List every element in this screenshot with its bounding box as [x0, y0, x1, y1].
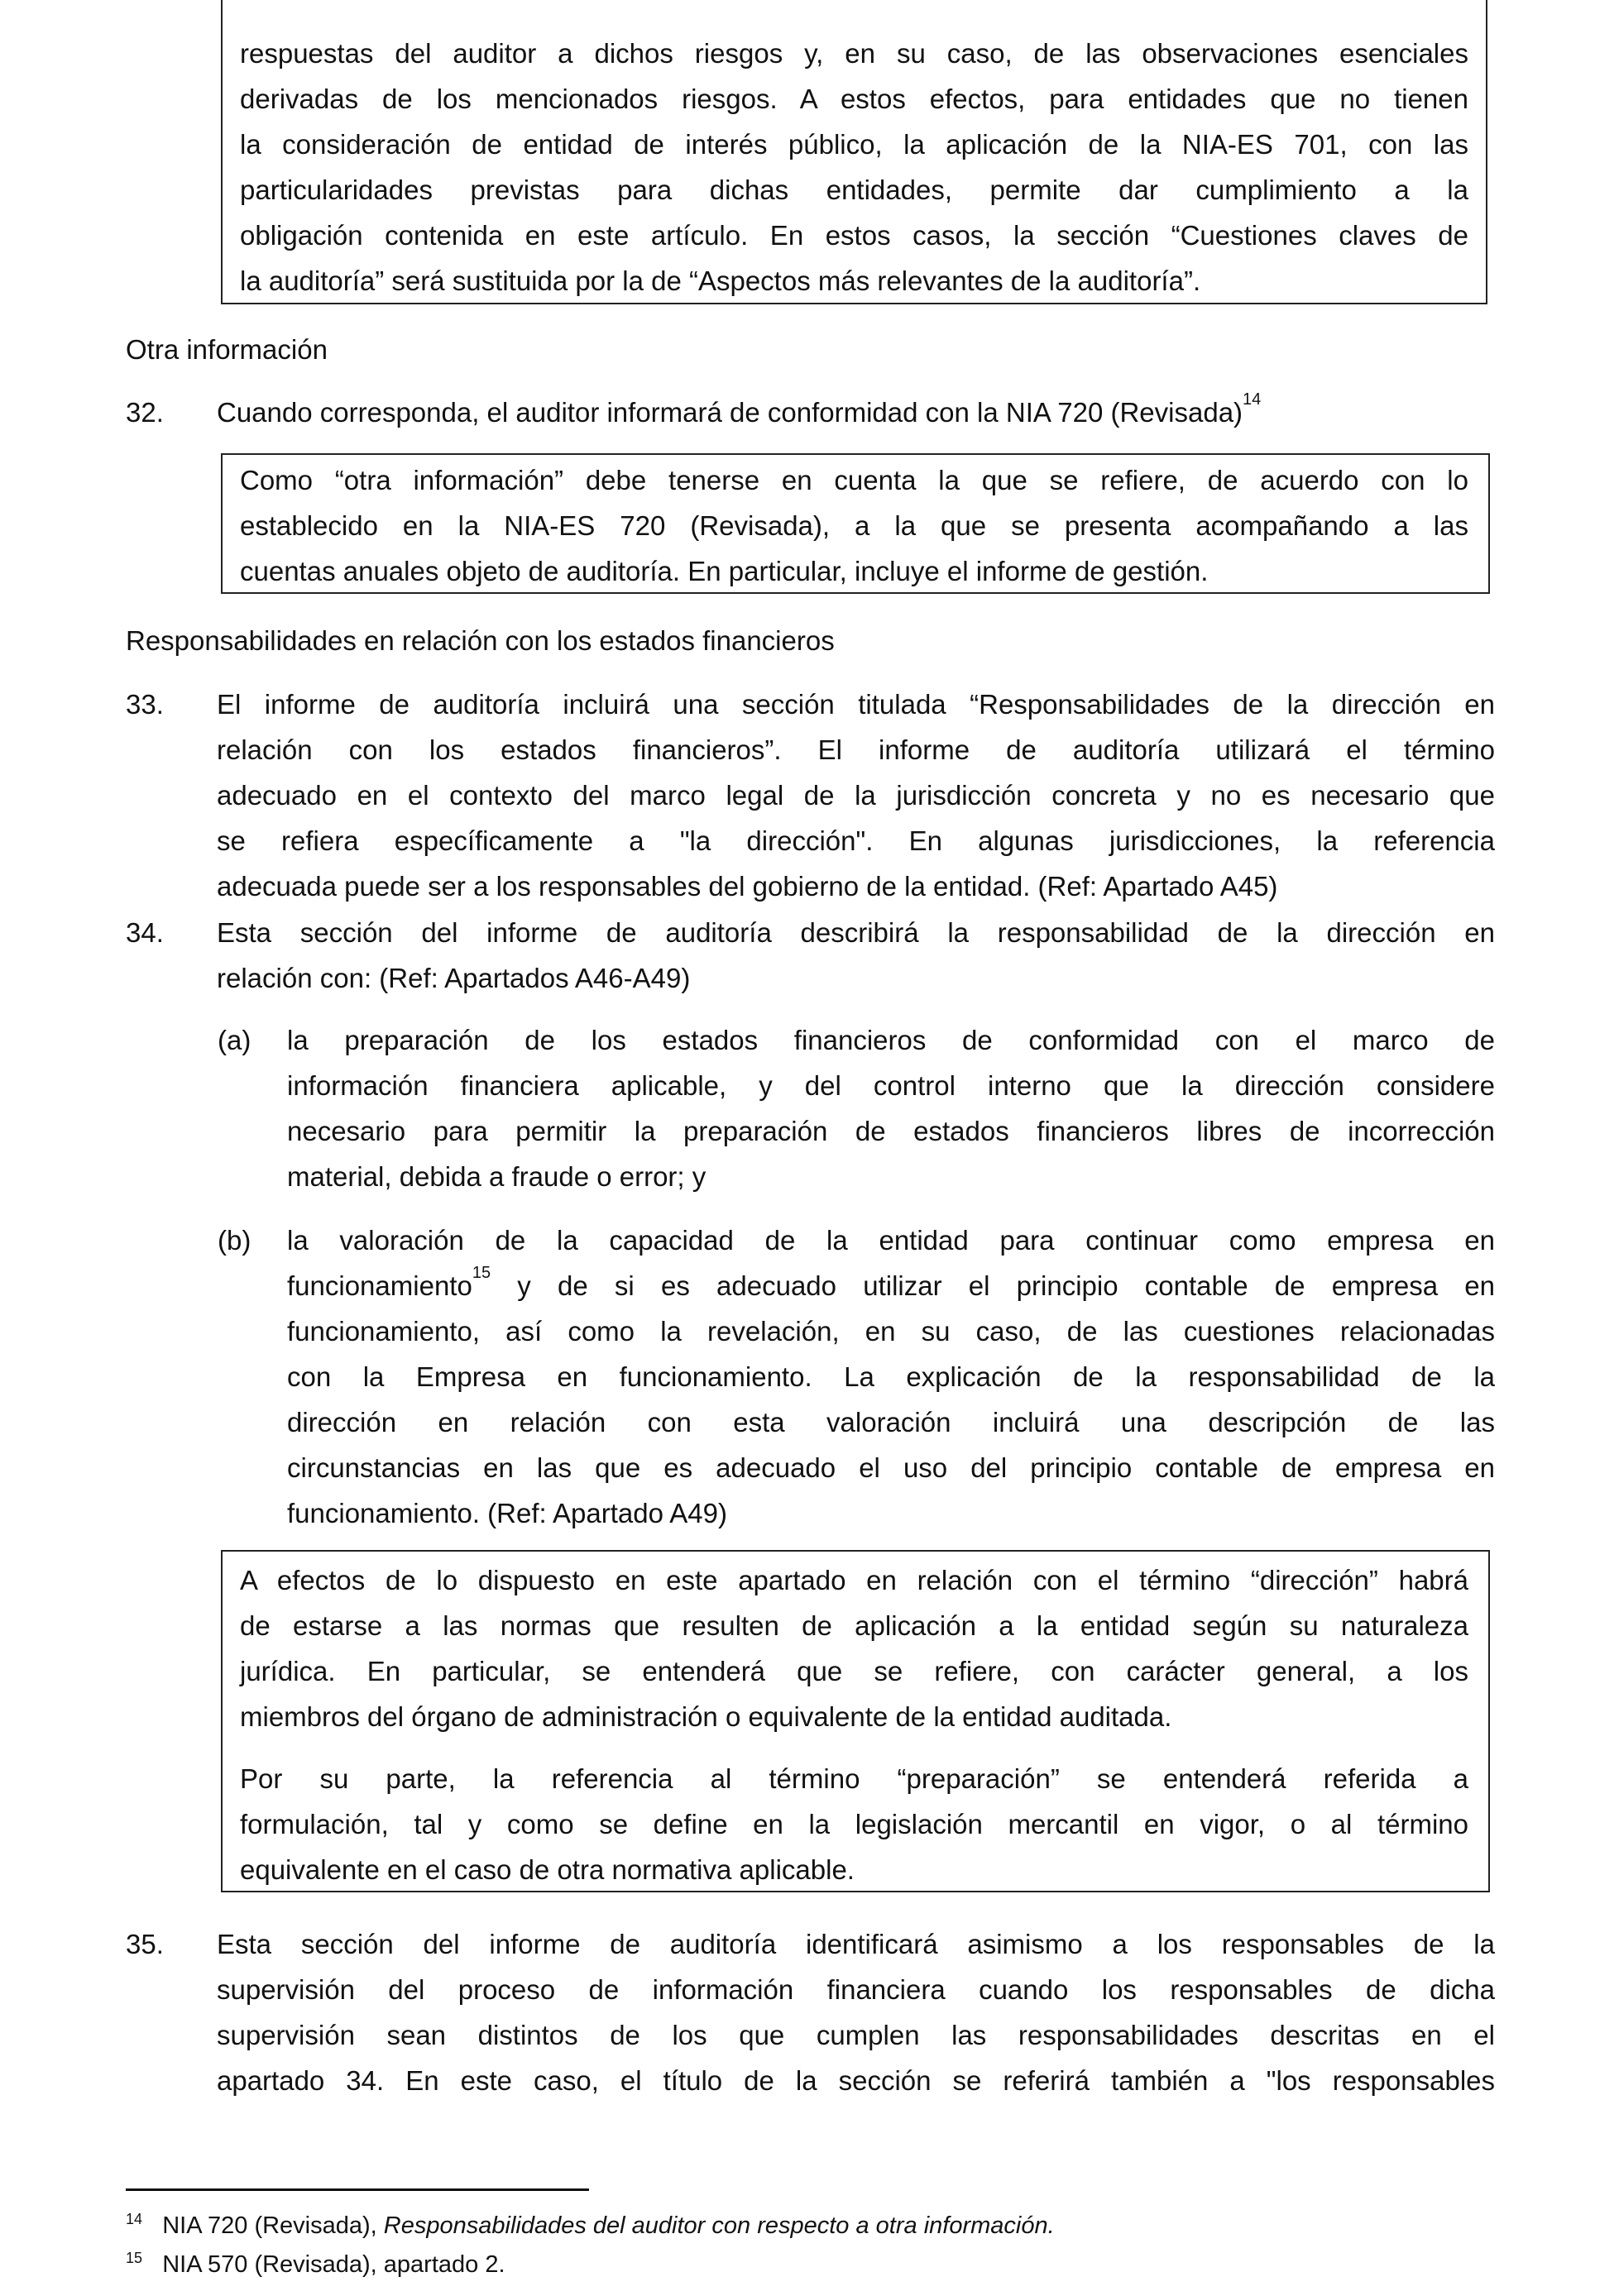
text-line: necesario para permitir la preparación de estados financieros libres de incorrección	[287, 1116, 1495, 1146]
text-line: establecido en la NIA-ES 720 (Revisada), a la que se presenta acompañando a las	[240, 510, 1468, 541]
text-line: Esta sección del informe de auditoría identificará asimismo a los responsables de la	[217, 1929, 1495, 1959]
text-line: adecuado en el contexto del marco legal de la jurisdicción concreta y no es necesario que	[217, 780, 1495, 811]
footnote-title: Responsabilidades del auditor con respecto a otra información.	[383, 2212, 1055, 2239]
section-heading-otra-informacion: Otra información	[126, 334, 328, 365]
footnote-number: 14	[126, 2211, 143, 2227]
text-fragment: y de si es adecuado utilizar el principio contable de empresa en	[491, 1270, 1495, 1301]
footnote-number: 15	[126, 2250, 143, 2266]
footnote-15	[126, 2248, 505, 2281]
text-line: Como “otra información” debe tenerse en cuenta la que se refiere, de acuerdo con lo	[240, 465, 1468, 495]
text-line: la valoración de la capacidad de la entidad para continuar como empresa en	[287, 1225, 1495, 1256]
text-line: material, debida a fraude o error; y	[287, 1161, 707, 1192]
text-line: información financiera aplicable, y del control interno que la dirección considere	[287, 1070, 1495, 1101]
boxed-note-para-1	[240, 1557, 1468, 1739]
paragraph-number: 34.	[126, 917, 164, 948]
text-line: Por su parte, la referencia al término “preparación” se entenderá referida a	[240, 1763, 1468, 1794]
item-label-b: (b)	[218, 1225, 251, 1256]
list-item-a	[287, 1017, 1495, 1199]
footnote-text: NIA 570 (Revisada), apartado 2.	[162, 2251, 505, 2278]
text-line: equivalente en el caso de otra normativa aplicable.	[240, 1854, 855, 1885]
text-line: cuentas anuales objeto de auditoría. En particular, incluye el informe de gestión.	[240, 556, 1209, 586]
paragraph-33	[217, 682, 1495, 909]
text-line: particularidades previstas para dichas entidades, permite dar cumplimiento a la	[240, 175, 1468, 205]
text-line	[287, 1263, 1495, 1308]
text-line: respuestas del auditor a dichos riesgos y, en su caso, de las observaciones esenciales	[240, 38, 1468, 69]
list-item-b	[287, 1217, 1495, 1536]
paragraph-number: 32.	[126, 397, 164, 428]
text-line: relación con los estados financieros”. El informe de auditoría utilizará el término	[217, 734, 1495, 765]
item-label-a: (a)	[218, 1025, 251, 1055]
text-line: Esta sección del informe de auditoría describirá la responsabilidad de la dirección en	[217, 917, 1495, 948]
list-item-b-rest	[287, 1308, 1495, 1536]
text-fragment: funcionamiento	[287, 1270, 472, 1301]
boxed-note-para-2	[240, 1756, 1468, 1892]
boxed-note-text	[240, 31, 1468, 304]
text-line: la preparación de los estados financieros de conformidad con el marco de	[287, 1025, 1495, 1055]
footnote-separator	[126, 2188, 589, 2191]
text-line: de estarse a las normas que resulten de aplicación a la entidad según su naturaleza	[240, 1610, 1468, 1641]
text-line: A efectos de lo dispuesto en este apartado en relación con el término “dirección” habrá	[240, 1565, 1468, 1595]
text-line: se refiera específicamente a "la dirección". En algunas jurisdicciones, la referencia	[217, 825, 1495, 856]
text-line: la auditoría” será sustituida por la de “Aspectos más relevantes de la auditoría”.	[240, 265, 1201, 296]
text-line: supervisión del proceso de información financiera cuando los responsables de dicha	[217, 1974, 1495, 2005]
paragraph-34	[217, 910, 1495, 1001]
text-line: apartado 34. En este caso, el título de la sección se referirá también a "los responsables	[217, 2065, 1495, 2096]
footnote-ref-15[interactable]: 15	[472, 1264, 491, 1282]
text-line: derivadas de los mencionados riesgos. A estos efectos, para entidades que no tienen	[240, 84, 1468, 114]
boxed-note-text	[240, 457, 1468, 594]
text-line: miembros del órgano de administración o equivalente de la entidad auditada.	[240, 1701, 1172, 1732]
footnote-ref-14[interactable]: 14	[1243, 390, 1262, 409]
footnote-text: NIA 720 (Revisada),	[162, 2212, 384, 2239]
text-line: funcionamiento, así como la revelación, en su caso, de las cuestiones relacionadas	[287, 1316, 1495, 1347]
paragraph-text: Cuando corresponda, el auditor informará de conformidad con la NIA 720 (Revisada)	[217, 397, 1243, 428]
text-line: obligación contenida en este artículo. En estos casos, la sección “Cuestiones claves de	[240, 220, 1468, 251]
paragraph-number: 35.	[126, 1929, 164, 1959]
text-line: funcionamiento. (Ref: Apartado A49)	[287, 1498, 727, 1528]
text-line: adecuada puede ser a los responsables del gobierno de la entidad. (Ref: Apartado A45)	[217, 871, 1278, 902]
paragraph-number: 33.	[126, 689, 164, 720]
paragraph-35	[217, 1921, 1495, 2103]
text-line: supervisión sean distintos de los que cumplen las responsabilidades descritas en el	[217, 2020, 1495, 2050]
section-heading-responsabilidades: Responsabilidades en relación con los estados financieros	[126, 625, 835, 656]
text-line: dirección en relación con esta valoración incluirá una descripción de las	[287, 1407, 1495, 1437]
footnote-14	[126, 2209, 1055, 2242]
text-line: relación con: (Ref: Apartados A46-A49)	[217, 963, 691, 993]
text-line: El informe de auditoría incluirá una sección titulada “Responsabilidades de la dirección en	[217, 689, 1495, 720]
text-line: la consideración de entidad de interés público, la aplicación de la NIA-ES 701, con las	[240, 129, 1468, 160]
text-line: con la Empresa en funcionamiento. La explicación de la responsabilidad de la	[287, 1361, 1495, 1392]
text-line: circunstancias en las que es adecuado el uso del principio contable de empresa en	[287, 1452, 1495, 1483]
text-line: jurídica. En particular, se entenderá que se refiere, con carácter general, a los	[240, 1656, 1468, 1686]
paragraph-32	[217, 390, 1261, 435]
text-line: formulación, tal y como se define en la legislación mercantil en vigor, o al término	[240, 1809, 1468, 1839]
